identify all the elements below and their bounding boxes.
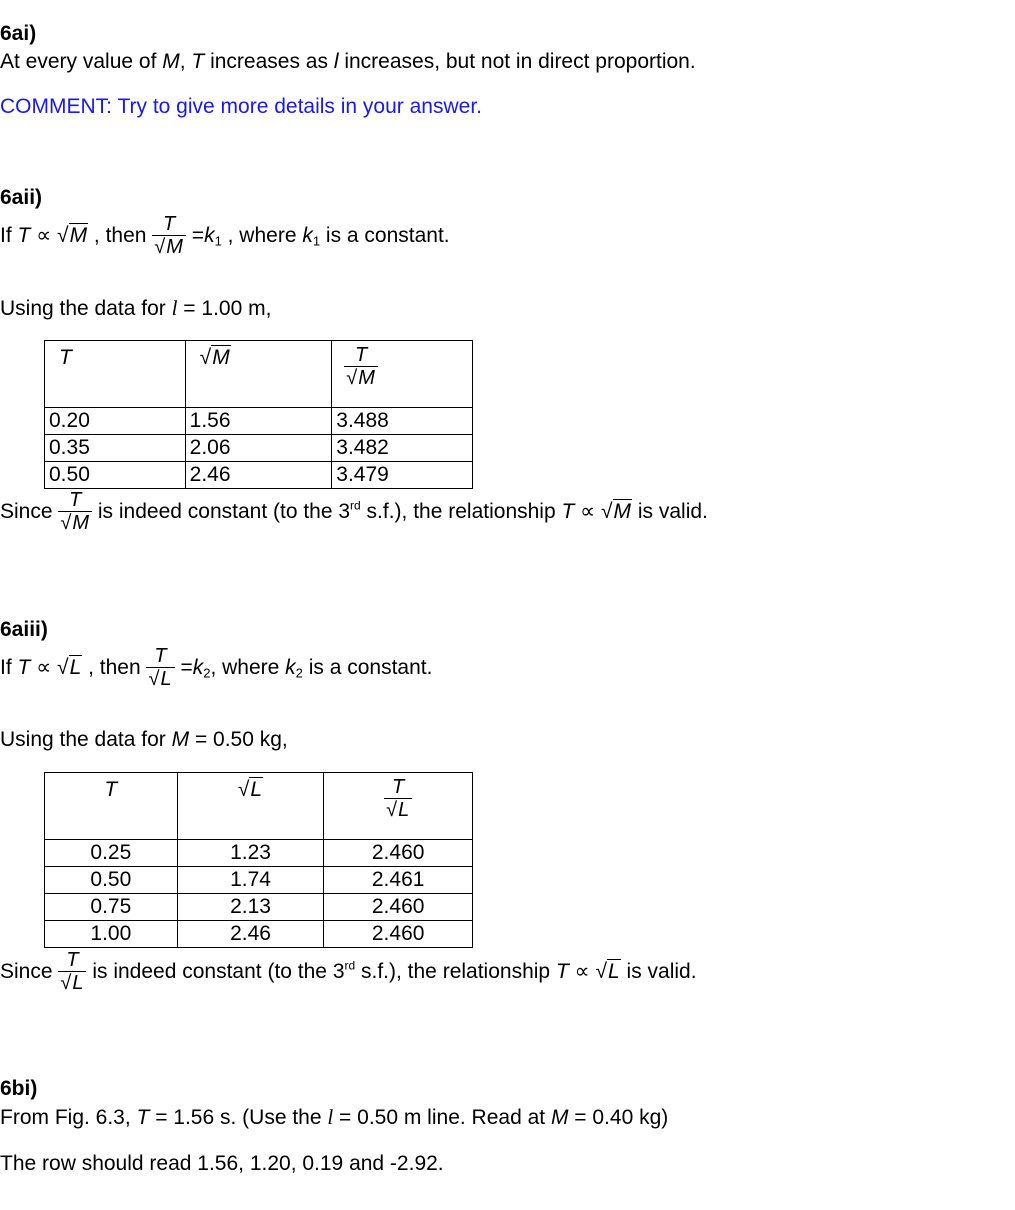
col-header-ratio: $\frac{T}{√L}$ <box>384 777 412 821</box>
table-sqrtM <box>44 340 473 489</box>
answer-6ai: At every value of M, T increases as l increases, but not in direct proportion. <box>0 50 696 73</box>
table-row: 0.20 1.56 3.488 <box>45 408 473 435</box>
statement-6aiii: If T ∝ √L , then $\frac{T}{√L}$ $=k_2$, where $k_2$ is a constant. <box>0 645 433 690</box>
table-row: 0.75 2.13 2.460 <box>45 894 473 921</box>
col-header-ratio: $\frac{T}{√M}$ <box>344 345 378 389</box>
table-row: 0.50 1.74 2.461 <box>45 867 473 894</box>
table-row: 0.35 2.06 3.482 <box>45 435 473 462</box>
table-row: 0.25 1.23 2.460 <box>45 840 473 867</box>
col-header-sqrtM: √M <box>199 346 230 369</box>
heading-6aiii: 6aiii) <box>0 618 48 641</box>
col-header-T: T <box>104 778 118 801</box>
table-row: 0.50 2.46 3.479 <box>45 462 473 489</box>
heading-6ai: 6ai) <box>0 22 37 45</box>
fraction-T-over-sqrtM: $\frac{T}{√M}$ <box>152 214 186 258</box>
conclusion-6aii: Since $\frac{T}{√M}$ is indeed constant (to the 3rd s.f.), the relationship T ∝ √M is valid. <box>0 489 708 534</box>
data-note-6aiii: Using the data for M = 0.50 kg, <box>0 728 288 751</box>
table-header-row <box>45 341 473 408</box>
answer-6bi: From Fig. 6.3, T = 1.56 s. (Use the l = 0.50 m line. Read at M = 0.40 kg) <box>0 1105 669 1129</box>
statement-6aii: If T ∝ √M , then $\frac{T}{√M}$ $=k_1$ , where $k_1$ is a constant. <box>0 213 450 258</box>
heading-6bi: 6bi) <box>0 1077 38 1100</box>
data-note-6aii: Using the data for l = 1.00 m, <box>0 296 272 320</box>
comment-6ai: COMMENT: Try to give more details in your answer. <box>0 95 482 118</box>
col-header-T: T <box>59 346 72 369</box>
table-sqrtL <box>44 772 473 948</box>
heading-6aii: 6aii) <box>0 186 43 209</box>
fraction-T-over-sqrtL: $\frac{T}{√L}$ <box>146 646 174 690</box>
table-header-row <box>45 773 473 840</box>
conclusion-6aiii: Since $\frac{T}{√L}$ is indeed constant (to the 3rd s.f.), the relationship T ∝ √L is valid. <box>0 949 697 994</box>
table-row: 1.00 2.46 2.460 <box>45 921 473 948</box>
row-values-6bi: The row should read 1.56, 1.20, 0.19 and -2.92. <box>0 1152 444 1175</box>
col-header-sqrtL: √L <box>237 778 263 801</box>
